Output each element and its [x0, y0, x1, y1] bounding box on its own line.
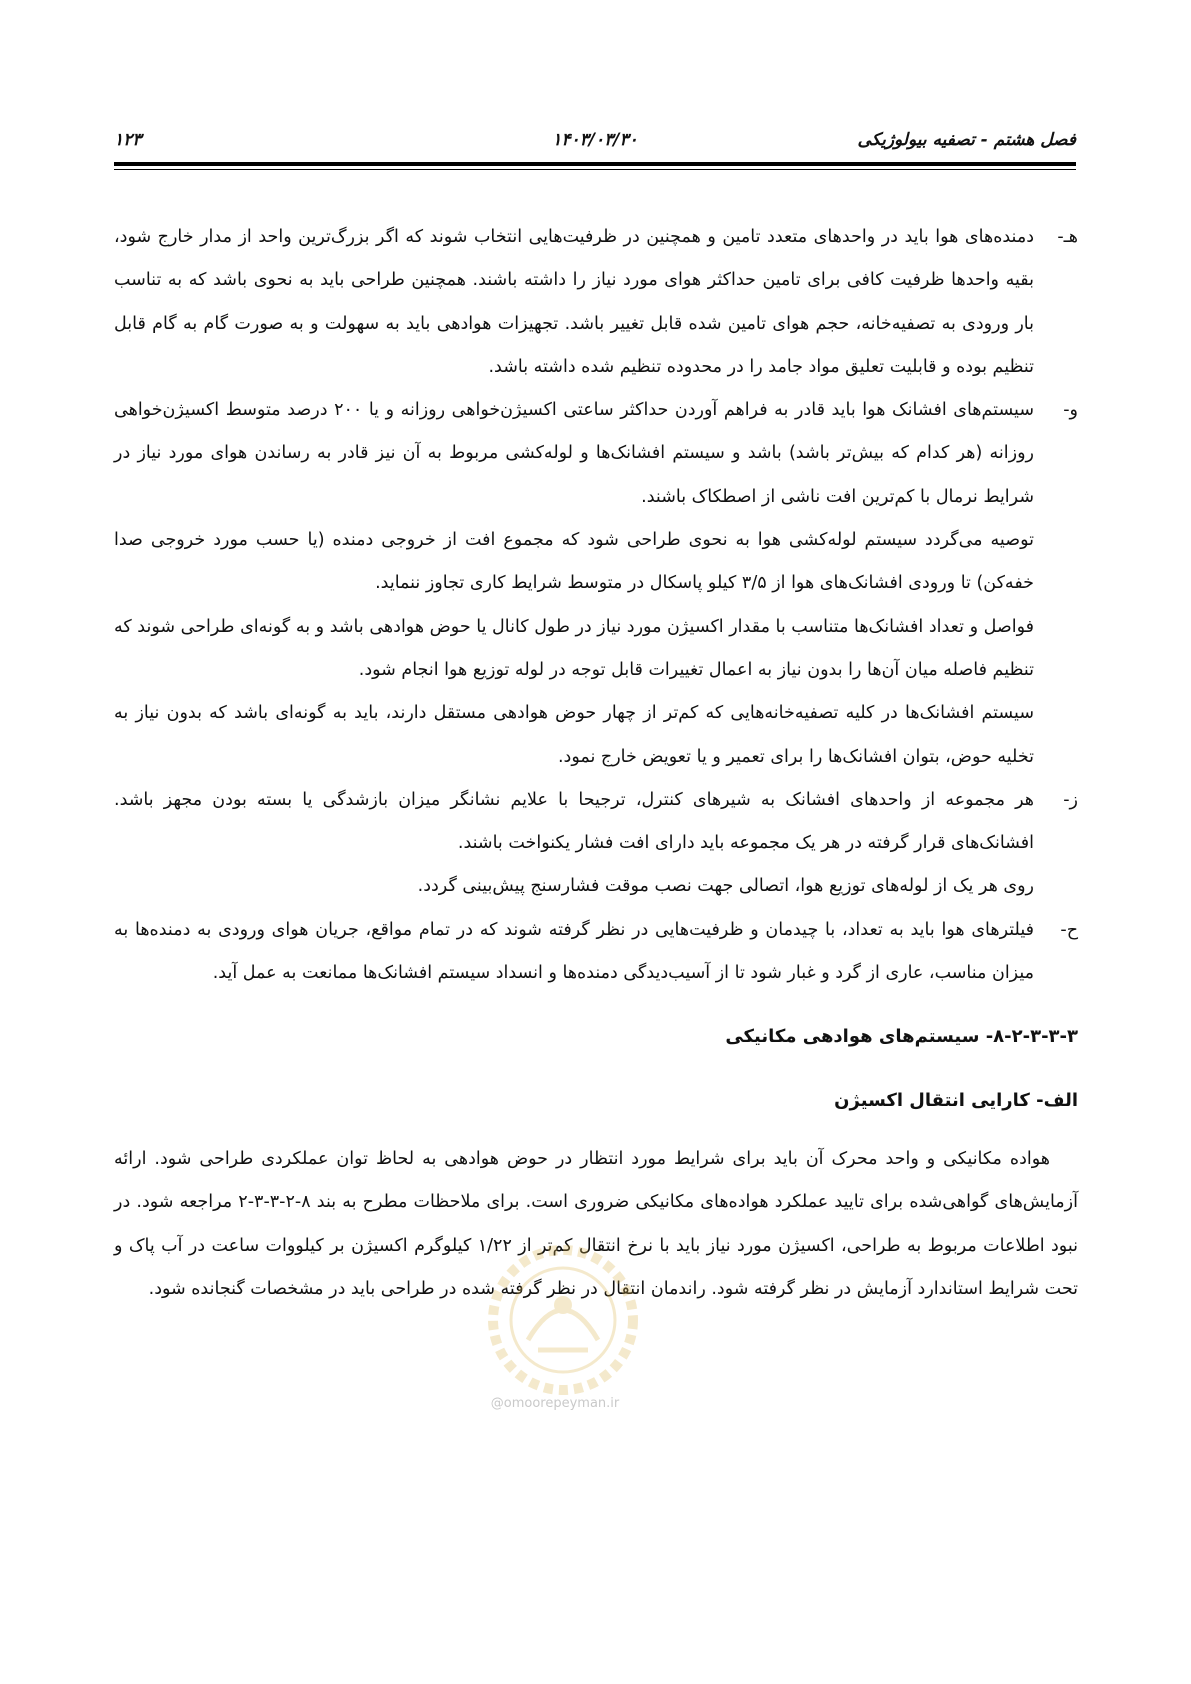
- header-rule-thin: [114, 169, 1076, 170]
- page-header: [114, 130, 1076, 156]
- page-content: [114, 216, 1078, 1311]
- list-item-text: فیلترهای هوا باید به تعداد، با چیدمان و ظرفیت‌هایی در نظر گرفته شوند که در تمام مواقع، جریان هوای ورودی به دمنده‌ها به میزان مناسب، عاری از گرد و غبار شود تا از آسیب‌دیدگی دمنده‌ها و انسداد سیستم افشانک‌ها ممانعت به عمل آید.: [114, 919, 1034, 984]
- sub-paragraph: سیستم افشانک‌ها در کلیه تصفیه‌خانه‌هایی که کم‌تر از چهار حوض هوادهی مستقل دارند، باید به گونه‌ای باشد که بدون نیاز به تخلیه حوض، بتوان افشانک‌ها را برای تعمیر و یا تعویض خارج نمود.: [114, 703, 1034, 767]
- body-paragraph: هواده مکانیکی و واحد محرک آن باید برای شرایط مورد انتظار در حوض هوادهی به لحاظ توان عملکردی طراحی شود. ارائه آزمایش‌های گواهی‌شده برای تایید عملکرد هواده‌های مکانیکی ضروری است. برای ملاحظات مطرح به بند ۸-۲-۳-۳-۲ مراجعه شود. در نبود اطلاعات مربوط به طراحی، اکسیژن مورد نیاز باید با نرخ انتقال کم‌تر از ۱/۲۲ کیلوگرم اکسیژن بر کیلووات ساعت در آب پاک و تحت شرایط استاندارد آزمایش در نظر گرفته شود. راندمان انتقال در نظر گرفته شده در طراحی باید در مشخصات گنجانده شود.: [114, 1148, 1078, 1299]
- list-marker: ز-: [1063, 789, 1078, 810]
- list-item-he: [114, 216, 1078, 389]
- sub-paragraph: فواصل و تعداد افشانک‌ها متناسب با مقدار اکسیژن مورد نیاز در طول کانال یا حوض هوادهی باشد و به گونه‌ای طراحی شوند که تنظیم فاصله میان آن‌ها را بدون نیاز به اعمال تغییرات قابل توجه در لوله توزیع هوا انجام شود.: [114, 616, 1034, 680]
- list-item-vav: [114, 389, 1078, 519]
- sub-paragraph: توصیه می‌گردد سیستم لوله‌کشی هوا به نحوی طراحی شود که مجموع افت از خروجی دمنده (یا حسب مورد خروجی صدا خفه‌کن) تا ورودی افشانک‌های هوا از ۳/۵ کیلو پاسکال در متوسط شرایط کاری تجاوز ننماید.: [114, 530, 1034, 594]
- header-date: ۱۴۰۳/۰۳/۳۰: [552, 130, 638, 150]
- subsection-heading: الف- کارایی انتقال اکسیژن: [834, 1089, 1078, 1111]
- list-marker: هـ-: [1057, 227, 1078, 247]
- list-item-text: هر مجموعه از واحدهای افشانک به شیرهای کنترل، ترجیحا با علایم نشانگر میزان بازشدگی یا بسته بودن مجهز باشد. افشانک‌های قرار گرفته در هر یک مجموعه باید دارای افت فشار یکنواخت باشند.: [114, 789, 1034, 854]
- chapter-title: فصل هشتم - تصفیه بیولوژیکی: [857, 130, 1076, 150]
- list-item-text: سیستم‌های افشانک هوا باید قادر به فراهم آوردن حداکثر ساعتی اکسیژن‌خواهی روزانه و یا ۲۰۰ درصد متوسط اکسیژن‌خواهی روزانه (هر کدام که بیش‌تر باشد) باشد و سیستم افشانک‌ها و لوله‌کشی مربوط به آن نیز قادر به رساندن هوای مورد نیاز در شرایط نرمال با کم‌ترین افت ناشی از اصطکاک باشند.: [114, 400, 1035, 507]
- list-item-ze: [114, 779, 1078, 866]
- list-item-he2: [114, 909, 1078, 996]
- watermark-url: @omoorepeyman.ir: [490, 1396, 620, 1411]
- list-marker: ح-: [1060, 919, 1078, 940]
- header-rule-thick: [114, 162, 1076, 166]
- list-item-text: دمنده‌های هوا باید در واحدهای متعدد تامین و همچنین در ظرفیت‌هایی انتخاب شوند که اگر بزرگ‌ترین واحد از مدار خارج شود، بقیه واحدها ظرفیت کافی برای تامین حداکثر هوای مورد نیاز را داشته باشند. همچنین طراحی باید به نحوی باشد که به تناسب بار ورودی به تصفیه‌خانه، حجم هوای تامین شده قابل تغییر باشد. تجهیزات هوادهی باید به سهولت و به صورت گام به گام قابل تنظیم بوده و قابلیت تعلیق مواد جامد را در محدوده تنظیم شده داشته باشد.: [114, 227, 1034, 377]
- list-marker: و-: [1063, 400, 1078, 421]
- sub-paragraph: روی هر یک از لوله‌های توزیع هوا، اتصالی جهت نصب موقت فشارسنج پیش‌بینی گردد.: [417, 876, 1034, 897]
- section-heading: ۸-۲-۳-۳-۳- سیستم‌های هوادهی مکانیکی: [725, 1026, 1078, 1048]
- page-number: ۱۲۳: [114, 130, 142, 150]
